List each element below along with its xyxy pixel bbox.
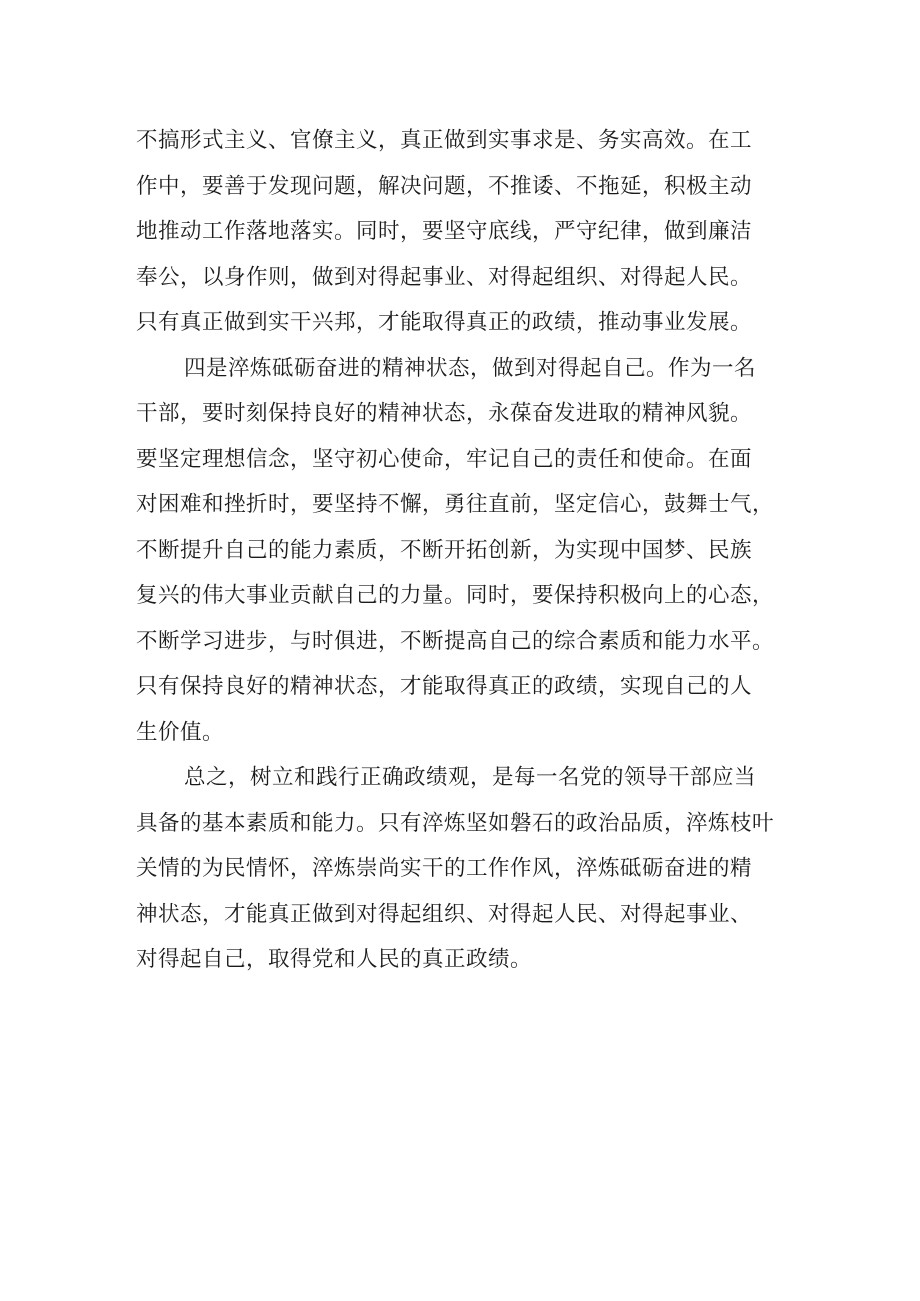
text-line: 神状态，才能真正做到对得起组织、对得起人民、对得起事业、 [136, 901, 753, 927]
text-line: 要坚定理想信念，坚守初心使命，牢记自己的责任和使命。在面 [136, 446, 753, 472]
text-line: 不断提升自己的能力素质，不断开拓创新，为实现中国梦、民族 [136, 537, 753, 563]
text-line: 地推动工作落地落实。同时，要坚守底线，严守纪律，做到廉洁 [136, 219, 753, 244]
paragraph [136, 755, 806, 983]
document-body [136, 118, 806, 983]
text-line: 只有真正做到实干兴邦，才能取得真正的政绩，推动事业发展。 [136, 310, 753, 335]
text-line: 不断学习进步，与时俱进，不断提高自己的综合素质和能力水平。 [136, 628, 775, 654]
text-line: 具备的基本素质和能力。只有淬炼坚如磐石的政治品质，淬炼枝叶 [136, 810, 775, 836]
text-line: 对困难和挫折时，要坚持不懈，勇往直前，坚定信心，鼓舞士气， [136, 492, 775, 517]
text-line: 对得起自己，取得党和人民的真正政绩。 [136, 947, 533, 972]
text-line: 总之，树立和践行正确政绩观，是每一名党的领导干部应当 [184, 765, 757, 790]
paragraph [136, 118, 806, 346]
text-line: 不搞形式主义、官僚主义，真正做到实事求是、务实高效。在工 [136, 128, 753, 153]
text-line: 复兴的伟大事业贡献自己的力量。同时，要保持积极向上的心态， [136, 583, 775, 608]
text-line: 作中，要善于发现问题，解决问题，不推诿、不拖延，积极主动 [136, 173, 753, 199]
paragraph [136, 346, 806, 756]
text-line: 关情的为民情怀，淬炼崇尚实干的工作作风，淬炼砥砺奋进的精 [136, 856, 753, 881]
text-line: 四是淬炼砥砺奋进的精神状态，做到对得起自己。作为一名 [184, 355, 757, 381]
text-line: 干部，要时刻保持良好的精神状态，永葆奋发进取的精神风貌。 [136, 401, 753, 426]
text-line: 生价值。 [136, 719, 225, 745]
text-line: 只有保持良好的精神状态，才能取得真正的政绩，实现自己的人 [136, 674, 753, 699]
text-line: 奉公，以身作则，做到对得起事业、对得起组织、对得起人民。 [136, 264, 753, 290]
